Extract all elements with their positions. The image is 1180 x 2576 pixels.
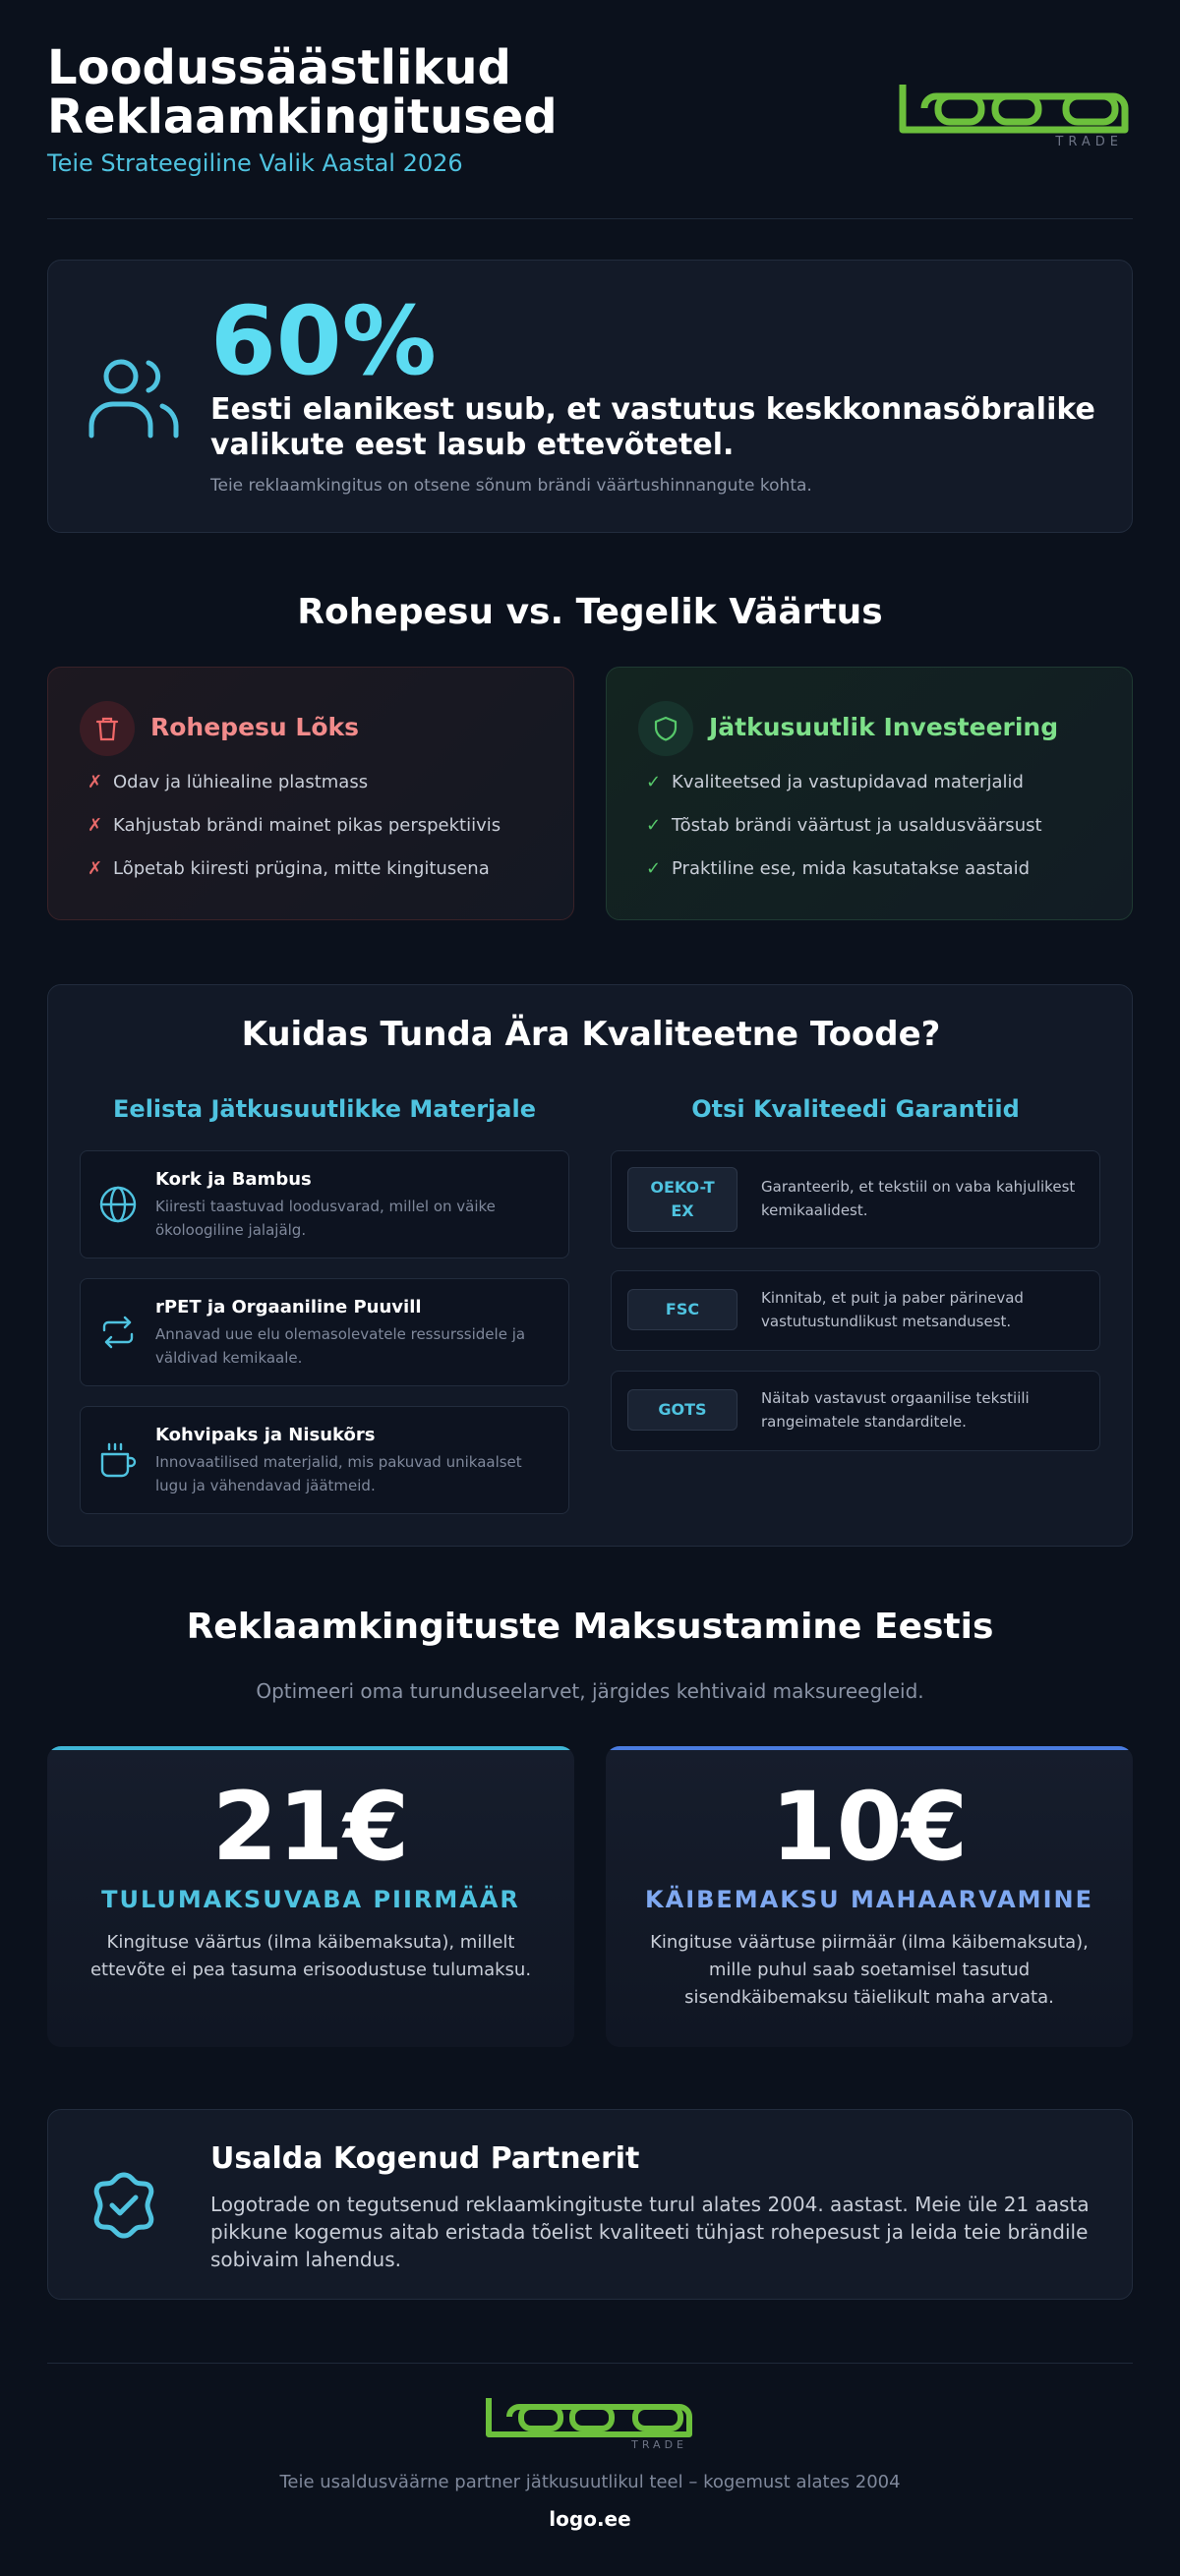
footer-tagline: Teie usaldusväärne partner jätkusuutlikul teel – kogemust alates 2004 xyxy=(279,2472,901,2492)
partner-text: Logotrade on tegutsenud reklaamkingituste turul alates 2004. aastast. Meie üle 21 aasta pikkune kogemus aitab eristada tõelist kvaliteeti tühjast rohepesust ja leida teie brändile sobivaim lahendus. xyxy=(210,2193,1090,2271)
greenwashing-card xyxy=(47,667,574,920)
greenwashing-heading: Rohepesu Lõks xyxy=(150,713,360,741)
logo-sub-text: TRADE xyxy=(631,2438,687,2450)
tax-label: KÄIBEMAKSU MAHAARVAMINE xyxy=(645,1886,1093,1913)
list-item xyxy=(88,772,501,815)
partner-title: Usalda Kogenud Partnerit xyxy=(210,2141,640,2176)
cert-badge-oeko-tex xyxy=(627,1167,738,1232)
partner-card xyxy=(47,2109,1133,2300)
list-item xyxy=(646,858,1042,902)
sustainable-heading: Jätkusuutlik Investeering xyxy=(709,713,1059,741)
list-item xyxy=(88,815,501,858)
material-name: Kohvipaks ja Nisukõrs xyxy=(155,1425,376,1445)
material-item xyxy=(80,1278,569,1386)
footer-site-link[interactable]: logo.ee xyxy=(549,2507,631,2531)
list-item-text: Praktiline ese, mida kasutatakse aastaid xyxy=(672,858,1030,879)
quality-card xyxy=(47,984,1133,1547)
tax-card-vat xyxy=(606,1746,1133,2047)
tax-desc: Kingituse väärtus (ilma käibemaksuta), millelt ettevõte ei pea tasuma erisoodustuse tulumaksu. xyxy=(89,1932,532,1980)
title-line-2: Reklaamkingitused xyxy=(47,89,558,145)
list-item xyxy=(88,858,501,902)
material-item xyxy=(80,1150,569,1259)
page-title xyxy=(47,40,657,145)
check-icon: ✓ xyxy=(646,772,662,792)
cert-desc: Garanteerib, et tekstiil on vaba kahjulikest kemikaalidest. xyxy=(761,1178,1076,1219)
list-item-text: Kahjustab brändi mainet pikas perspektiivis xyxy=(113,815,502,836)
cert-desc: Kinnitab, et puit ja paber pärinevad vastutustundlikust metsandusest. xyxy=(761,1289,1024,1330)
cert-badge-text: FSC xyxy=(665,1300,700,1318)
list-item-text: Tõstab brändi väärtust ja usaldusväärsust xyxy=(672,815,1042,836)
cert-badge-text: OEKO-TEX xyxy=(650,1178,715,1220)
cross-icon: ✗ xyxy=(88,858,103,879)
trash-icon xyxy=(80,701,135,756)
tax-label: TULUMAKSUVABA PIIRMÄÄR xyxy=(101,1886,520,1913)
greenwashing-list xyxy=(88,772,501,902)
title-line-1: Loodussäästlikud xyxy=(47,40,511,95)
accent-bar xyxy=(47,1746,574,1750)
cert-item xyxy=(611,1150,1100,1249)
stat-note: Teie reklaamkingitus on otsene sõnum brändi väärtushinnangute kohta. xyxy=(210,476,812,496)
logo-sub-text: TRADE xyxy=(1055,135,1123,149)
material-name: Kork ja Bambus xyxy=(155,1169,312,1190)
header xyxy=(47,40,1133,220)
sustainable-card xyxy=(606,667,1133,920)
material-item xyxy=(80,1406,569,1514)
comparison-title: Rohepesu vs. Tegelik Väärtus xyxy=(297,592,883,632)
shield-icon xyxy=(638,701,693,756)
check-icon: ✓ xyxy=(646,815,662,836)
stat-card xyxy=(47,260,1133,533)
cert-badge-gots xyxy=(627,1389,738,1431)
material-desc: Annavad uue elu olemasolevatele ressurssidele ja väldivad kemikaale. xyxy=(155,1325,526,1367)
tax-card-income xyxy=(47,1746,574,2047)
globe-icon xyxy=(96,1183,140,1226)
header-divider xyxy=(47,218,1133,219)
page-subtitle: Teie Strateegiline Valik Aastal 2026 xyxy=(47,149,463,177)
list-item-text: Odav ja lühiealine plastmass xyxy=(113,772,369,792)
list-item xyxy=(646,815,1042,858)
cross-icon: ✗ xyxy=(88,772,103,792)
footer-divider xyxy=(47,2363,1133,2364)
cross-icon: ✗ xyxy=(88,815,103,836)
stat-value: 60% xyxy=(210,286,437,396)
tax-amount: 10€ xyxy=(770,1772,969,1882)
logotrade-logo[interactable] xyxy=(897,79,1133,149)
badge-check-icon xyxy=(88,2169,160,2242)
material-desc: Innovaatilised materjalid, mis pakuvad unikaalset lugu ja vähendavad jäätmeid. xyxy=(155,1453,522,1494)
tax-amount: 21€ xyxy=(211,1772,410,1882)
tax-desc: Kingituse väärtuse piirmäär (ilma käibemaksuta), mille puhul saab soetamisel tasutud sisendkäibemaksu täielikult maha arvata. xyxy=(650,1932,1089,2008)
list-item-text: Lõpetab kiiresti prügina, mitte kingitusena xyxy=(113,858,490,879)
quality-title: Kuidas Tunda Ära Kvaliteetne Toode? xyxy=(241,1015,941,1054)
stat-headline: Eesti elanikest usub, et vastutus keskkonnasõbralike valikute eest lasub ettevõtetel. xyxy=(210,392,1095,462)
cert-item xyxy=(611,1270,1100,1351)
tax-subtitle: Optimeeri oma turunduseelarvet, järgides kehtivaid maksureegleid. xyxy=(256,1679,924,1703)
coffee-cup-icon xyxy=(96,1438,140,1482)
users-icon xyxy=(86,351,180,445)
tax-title: Reklaamkingituste Maksustamine Eestis xyxy=(186,1607,994,1647)
cert-badge-text: GOTS xyxy=(658,1400,707,1419)
check-icon: ✓ xyxy=(646,858,662,879)
cert-badge-fsc xyxy=(627,1289,738,1330)
material-name: rPET ja Orgaaniline Puuvill xyxy=(155,1297,422,1317)
cert-desc: Näitab vastavust orgaanilise tekstiili rangeimatele standarditele. xyxy=(761,1389,1030,1431)
list-item xyxy=(646,772,1042,815)
certs-heading: Otsi Kvaliteedi Garantiid xyxy=(691,1095,1020,1123)
list-item-text: Kvaliteetsed ja vastupidavad materjalid xyxy=(672,772,1024,792)
material-desc: Kiiresti taastuvad loodusvarad, millel on väike ökoloogiline jalajälg. xyxy=(155,1198,496,1239)
logotrade-logo[interactable] xyxy=(484,2393,696,2450)
recycle-icon xyxy=(96,1311,140,1354)
materials-heading: Eelista Jätkusuutlikke Materjale xyxy=(113,1095,536,1123)
cert-item xyxy=(611,1371,1100,1451)
accent-bar xyxy=(606,1746,1133,1750)
sustainable-list xyxy=(646,772,1042,902)
